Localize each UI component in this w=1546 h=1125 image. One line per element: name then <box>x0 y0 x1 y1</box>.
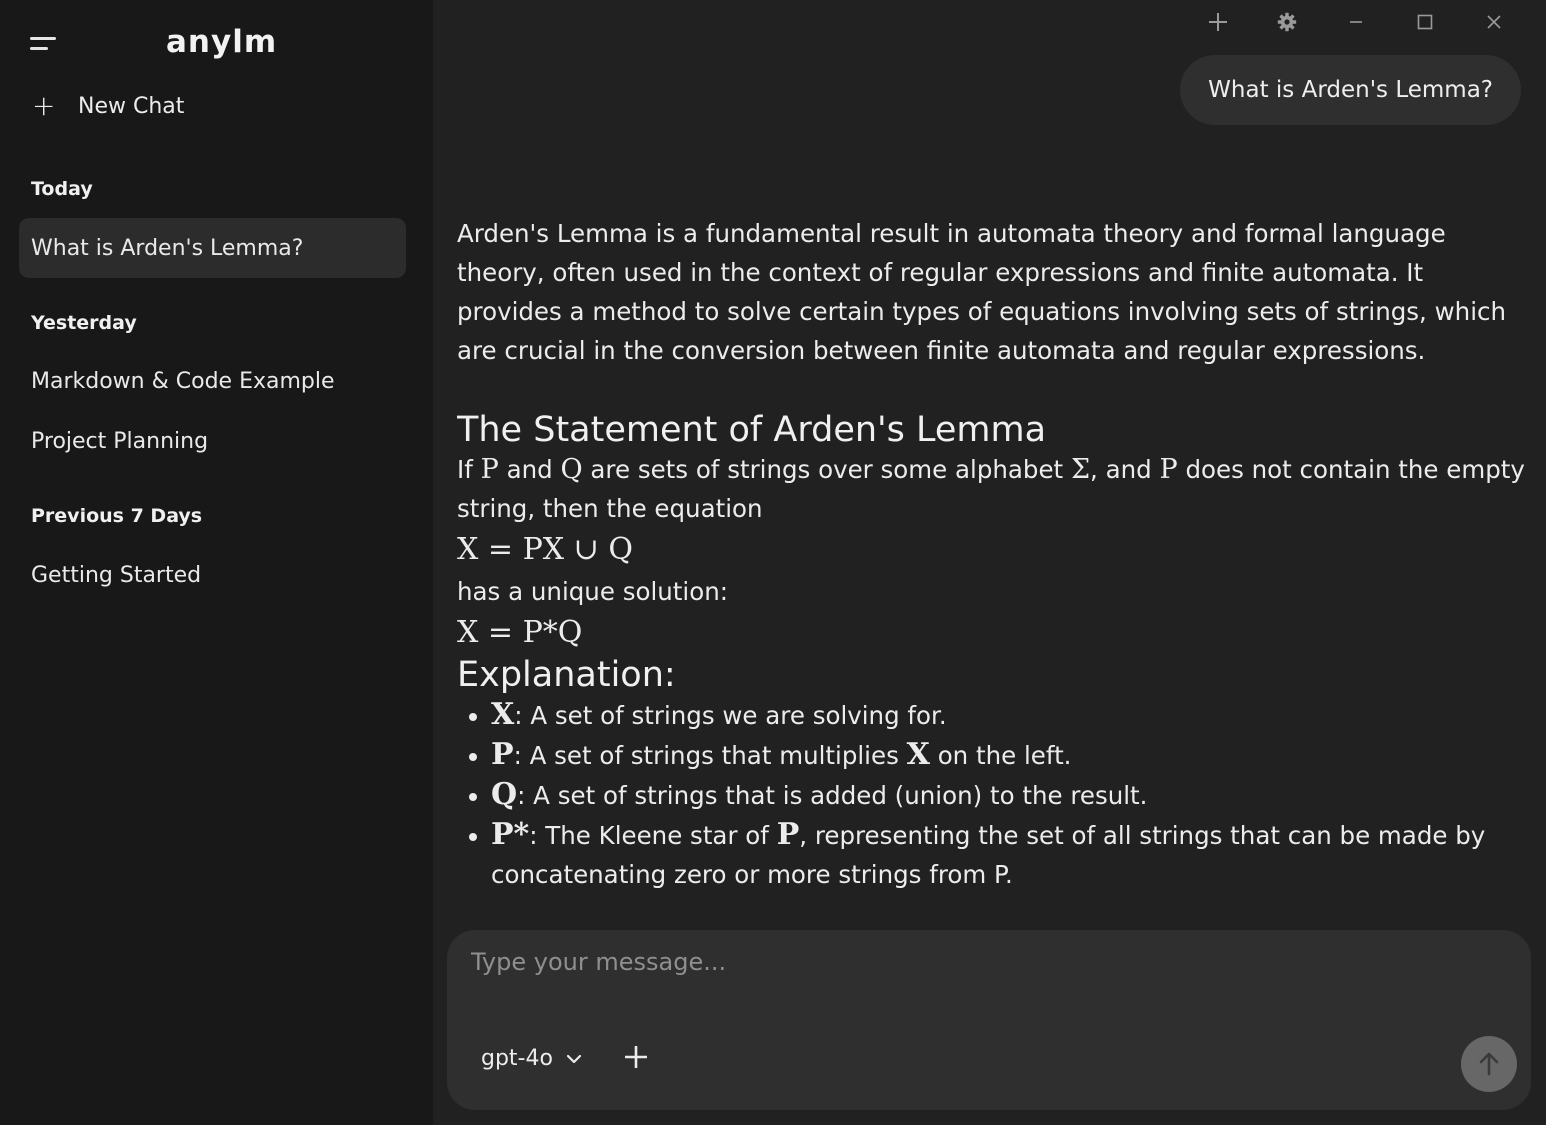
unique-solution-text: has a unique solution: <box>457 577 728 606</box>
app-brand: anylm <box>166 24 278 60</box>
gear-icon[interactable] <box>1252 6 1321 38</box>
model-name: gpt-4o <box>481 1046 553 1071</box>
new-chat-button[interactable] <box>32 89 185 122</box>
chat-item-project-planning[interactable]: Project Planning <box>31 428 209 454</box>
equation-solution: X = P*Q <box>457 615 583 650</box>
sidebar-header <box>30 22 433 66</box>
plus-icon[interactable] <box>1183 6 1252 38</box>
message-composer <box>447 930 1531 1110</box>
section-label-today: Today <box>31 178 93 200</box>
statement-paragraph: If P and Q are sets of strings over some alphabet Σ, and P does not contain the empty string, then the equation <box>457 454 1525 523</box>
list-item: • P: A set of strings that multiplies X on the left. <box>491 735 1527 775</box>
window-controls <box>1183 6 1528 38</box>
attach-plus-icon[interactable] <box>623 1042 649 1076</box>
list-item: • X: A set of strings we are solving for. <box>491 695 1527 735</box>
assistant-response <box>457 214 1527 930</box>
response-intro: Arden's Lemma is a fundamental result in automata theory and formal language theory, often used in the context of regular expressions and finite automata. It provides a method to solve certain types of equations involving sets of strings, which are crucial in the conversion between finite automata and regular expressions. <box>457 219 1507 365</box>
section-label-previous-7-days: Previous 7 Days <box>31 505 203 527</box>
math-inline: P <box>1159 454 1178 485</box>
chat-item-ardens-lemma[interactable]: What is Arden's Lemma? <box>19 218 406 278</box>
section-label-yesterday: Yesterday <box>31 312 137 334</box>
send-button[interactable] <box>1461 1036 1517 1092</box>
arrow-up-icon <box>1476 1051 1502 1077</box>
equation-arden: X = PX ∪ Q <box>457 532 633 567</box>
model-selector[interactable] <box>481 1046 583 1071</box>
explanation-list <box>457 695 1527 894</box>
math-inline: Q <box>560 454 583 485</box>
close-icon[interactable] <box>1459 6 1528 38</box>
chat-item-getting-started[interactable]: Getting Started <box>31 562 202 588</box>
menu-toggle-icon[interactable] <box>30 34 58 54</box>
chevron-down-icon <box>565 1050 583 1068</box>
main-panel <box>433 0 1546 1125</box>
heading-explanation: Explanation: <box>457 655 676 695</box>
message-input[interactable] <box>471 948 1471 976</box>
math-inline: P <box>480 454 499 485</box>
list-item: • P*: The Kleene star of P, representing the set of all strings that can be made by concatenating zero or more strings from P. <box>491 815 1527 894</box>
new-chat-label: New Chat <box>78 93 185 119</box>
user-message-bubble: What is Arden's Lemma? <box>1180 55 1521 125</box>
maximize-icon[interactable] <box>1390 6 1459 38</box>
minimize-icon[interactable] <box>1321 6 1390 38</box>
plus-icon: + <box>32 89 56 122</box>
sidebar <box>0 0 433 1125</box>
chat-item-markdown-code[interactable]: Markdown & Code Example <box>31 368 335 394</box>
math-inline: Σ <box>1070 454 1091 485</box>
list-item: • Q: A set of strings that is added (union) to the result. <box>491 775 1527 815</box>
heading-statement: The Statement of Arden's Lemma <box>457 410 1047 450</box>
